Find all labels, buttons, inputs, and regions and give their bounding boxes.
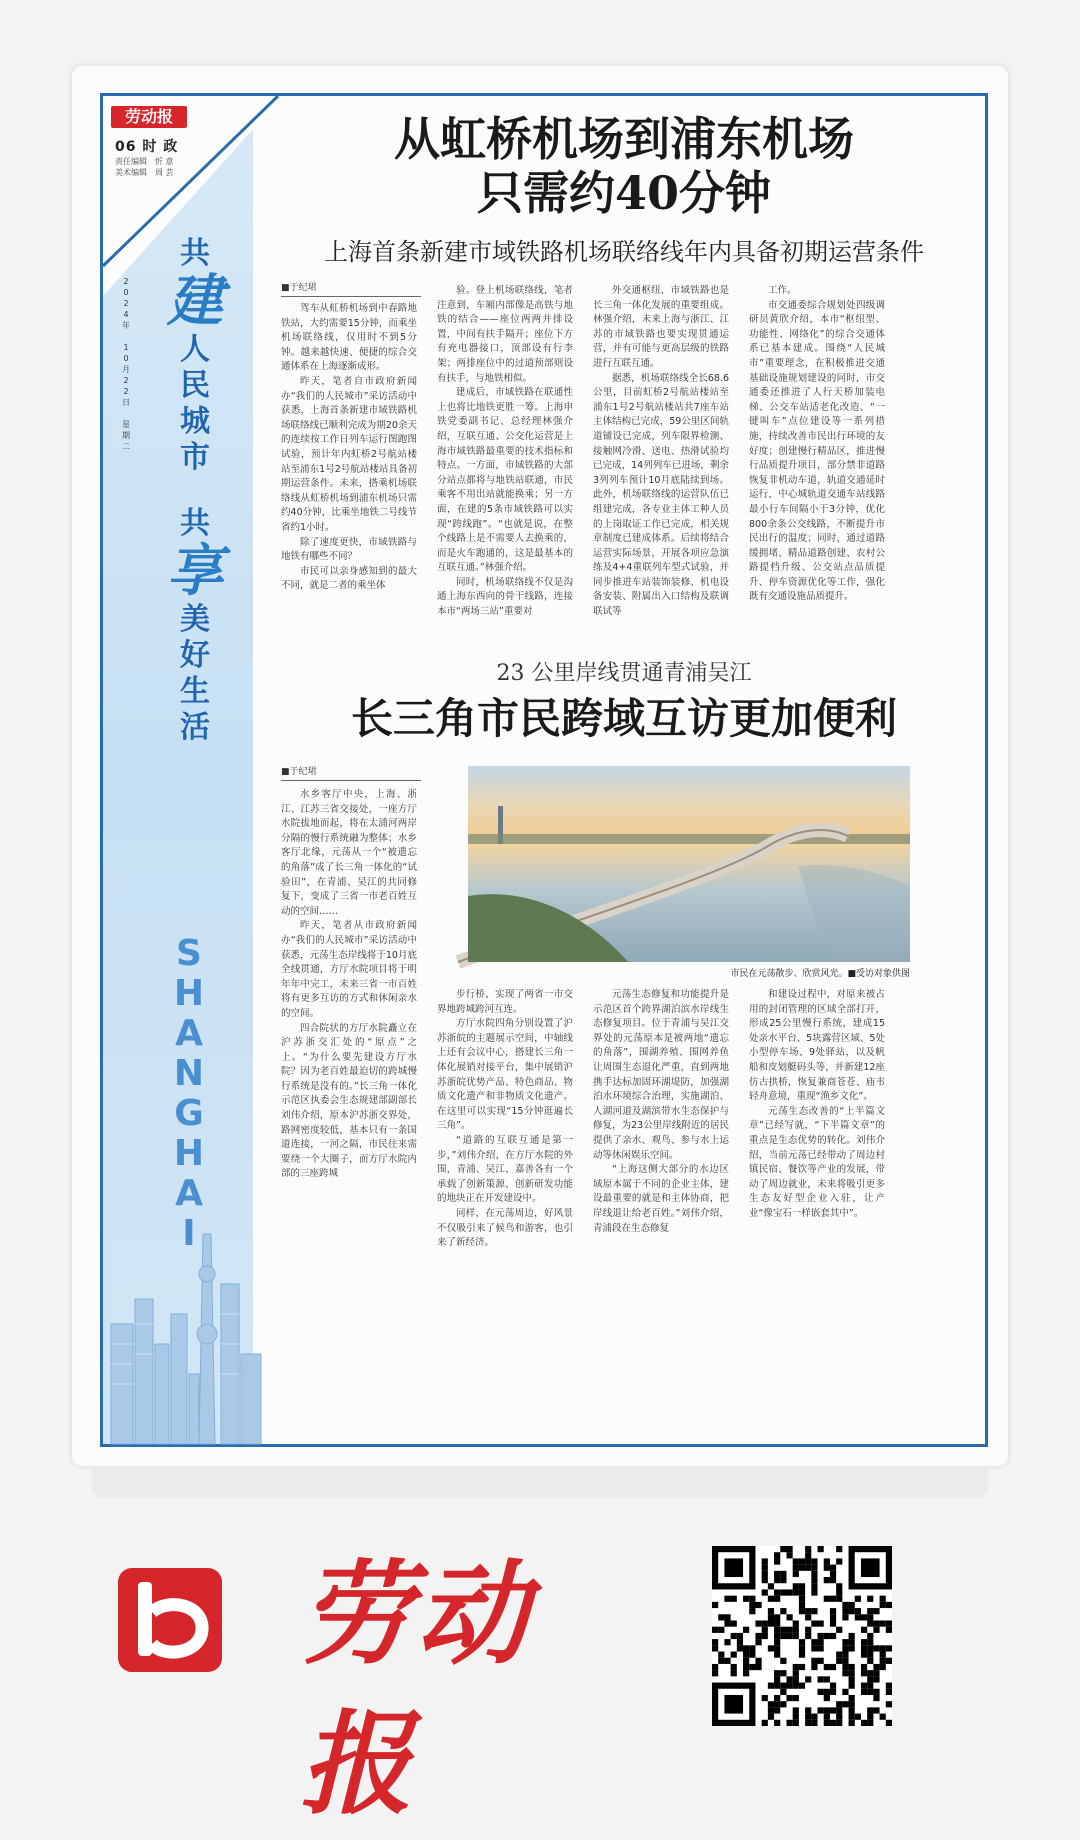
date-char: 2 [123,277,129,286]
photo-caption: 市民在元荡散步、欣赏风光。■受访对象供图 [730,969,910,979]
slogan-big-char: 享 [167,539,223,604]
paragraph: 水乡客厅中央，上海、浙江、江苏三省交接处，一座方厅水院拔地而起，将在太浦河两岸分隔的慢行系统融为整体；水乡客厅北缘，元荡从一个“被遗忘的角落”成了长三角一体化的“试验田”，在青浦、吴江的共同修复下，变成了三省一市老百姓互动的空间…… [281,789,417,917]
article2-column [281,788,417,1238]
qr-code[interactable] [712,1546,892,1726]
paragraph: 昨天，笔者自市政府新闻办“我们的人民城市”采访活动中获悉，上海首条新建市域铁路机场联络线已顺利完成为期20余天的连续按工作日列车运行图跑图试验，预计年内虹桥2号航站楼站至浦东1号2号航站楼站具备初期运营条件。未来，搭乘机场联络线从虹桥机场到浦东机场只需约40分钟，比乘坐地铁二号线节省约1小时。 [281,375,417,533]
date-char: 1 [123,343,129,352]
paragraph: 元荡生态修复和功能提升是示范区首个跨界湖泊滨水岸线生态修复项目。位于青浦与吴江交界处的元荡原本是被两地“遗忘的角落”，围湖养殖、围网养鱼让周围生态退化严重，直到两地携手达标加固环湖堤防，加强湖泊水环境综合治理，实施湖泊、人湖河道及湖滨带水生态保护与修复，为23公里岸线附近的居民提供了亲水、观鸟、参与水上运动等休闲娱乐空间。 [593,989,729,1161]
byline-rule [281,296,421,297]
paragraph: 建成后，市域铁路在联通性上也将比地铁更胜一筹。上海申铁党委副书记、总经理林强介绍，互联互通、公交化运营是上海市域铁路最重要的技术指标和特点。一方面，市域铁路的大部分站点都将与地铁站联通，市民乘客不用出站就能换乘；另一方面，在建的5条市域铁路可以实现“跨线跑”。“也就是说，在整个线路上是不需要人去换乘的，而是火车跑通的，这是最基本的互联互通。”林强介绍。 [437,387,573,574]
slogan-char: 市 [180,440,210,475]
shanghai-letter: G [174,1093,204,1134]
slogan-char: 城 [180,404,210,439]
slogan-big-char: 建 [167,269,223,334]
slogan [155,236,235,746]
main-content [263,96,985,1444]
slogan-char: 生 [180,674,210,709]
paragraph: 方厅水院四角分别设置了沪苏浙皖的主题展示空间，中轴线上还有会议中心，搭建长三角一体化展销对接平台，集中展销沪苏浙皖优势产品、特色商品、物质文化遗产和非物质文化遗产。在这里可以实现“15分钟逛遍长三角”。 [437,1018,573,1132]
article2-deck: 23 公里岸线贯通青浦吴江 [496,661,752,686]
paragraph: 同样，在元荡周边，好风景不仅吸引来了候鸟和游客，也引来了新经济。 [437,1207,573,1249]
section-title: 06 时 政 [115,139,179,155]
slogan-char: 共 [180,506,210,541]
date-char: 二 [122,442,130,451]
slogan-char: 民 [180,368,210,403]
paragraph: “道路的互联互通是第一步，”刘伟介绍，在方厅水院的外围，青浦、吴江、嘉善各有一个承载了创新策源、创新研发功能的地块正在开发建设中。 [437,1134,573,1205]
paragraph: 驾车从虹桥机场到中春路地铁站，大约需要15分钟，而乘坐机场联络线，仅用时不到5分钟。越来越快速、便捷的综合交通体系在上海逐渐成形。 [281,303,417,373]
art-editor-credit: 美术编辑 周 芸 [115,168,174,177]
newspaper-page [100,93,988,1447]
paragraph: 除了速度更快，市域铁路与地铁有哪些不同？ [281,536,417,563]
laodongbao-brand-text: 劳动报 [300,1549,532,1830]
shanghai-letter: I [182,1213,196,1254]
date-char: 月 [122,365,130,374]
paragraph: 四合院状的方厅水院矗立在沪苏浙交汇处的“原点”之上。“为什么要先建设方厅水院？因为老百姓最迫切的跨城慢行系统是没有的。”长三角一体化示范区执委会生态规建部副部长刘伟介绍，原本沪苏浙交界处，路网密度较低，基本只有一条国道连接，一河之隔，市民往来需要绕一个大圈子，而方厅水院内部的三座跨城 [281,1022,417,1180]
shanghai-letter: S [176,933,202,974]
issue-date [119,276,133,452]
masthead-logo: 劳动报 [111,106,187,128]
article1-column [281,302,417,642]
article2-byline: ■于纪珺 [281,767,317,777]
article1-byline: ■于纪珺 [281,283,317,293]
article1-deck: 上海首条新建市域铁路机场联络线年内具备初期运营条件 [324,238,924,266]
slogan-char: 人 [180,332,210,367]
city-skyline-illustration [103,1204,263,1444]
shanghai-letter: H [173,973,205,1014]
shanghai-letter: A [175,1173,203,1214]
lake-boardwalk-photo [468,766,910,962]
article2-column [749,988,885,1238]
slogan-char: 好 [180,638,210,673]
shanghai-letter: A [175,1013,203,1054]
shanghai-letter: N [173,1053,205,1094]
paragraph: 步行桥，实现了两省一市交界地跨城跨河互连。 [437,989,573,1015]
paragraph: “上海这侧大部分的水边区域原本属于不同的企业主体，建设最重要的就是和主体协商，把岸线退让给老百姓。”刘伟介绍，青浦段在生态修复 [593,1164,729,1234]
article1-column [593,284,729,642]
date-char: 日 [122,398,130,407]
byline-rule [281,780,421,781]
article2-column [437,988,573,1249]
paragraph: 市民可以亲身感知到的最大不同，就是二者的乘坐体 [281,565,417,592]
paragraph: 昨天，笔者从市政府新闻办“我们的人民城市”采访活动中获悉，元荡生态岸线将于10月底全线贯通，方厅水院项目将于明年年中完工，未来三省一市百姓将有更多互访的方式和休闲亲水的空间。 [281,920,417,1019]
editor-credit: 责任编辑 忻 意 [115,157,174,166]
date-char: 2 [123,299,129,308]
paragraph: 和建设过程中，对原来被占用的封闭管理的区域全部打开，形成25公里慢行系统，建成15处亲水平台、5块露营区域、5处小型停车场、9处驿站，以及帆船和皮划艇码头等，并新建12座仿古拱桥，恢复兼商苍苍、庙韦轻舟意境，重现“渔乡文化”。 [749,989,885,1103]
date-char [119,408,133,419]
paragraph: 市交通委综合规划处四级调研员黄欣介绍，本市“枢纽型、功能性、网络化”的综合交通体系已基本建成。围绕“人民城市”重要理念，在积极推进交通基础设施规划建设的同时，市交通委还推进了人行天桥加装电梯、公交车站适老化改造、“一键叫车”点位建设等一系列措施，持续改善市民出行环境的友好度；创建慢行精品区，推进慢行品质提升项目，部分禁非道路恢复非机动车道，轨道交通延时运行，中心城轨道交通车站线路最小行车间隔小于3分钟，优化800余条公交线路，不断提升市民出行的温度；同时，通过道路缓拥堵、精品道路创建、农村公路提档升级、公交站点品质提升、停车资源优化等工作，强化既有交通设施品质提升。 [749,299,885,603]
slogan-char: 共 [180,236,210,271]
paragraph: 外交通枢纽，市域铁路也是长三角一体化发展的重要组成。林强介绍，未来上海与浙江、江苏的市域铁路也要实现贯通运营，并有可能与更高层级的铁路进行互联互通。 [593,285,729,369]
slogan-char: 美 [180,602,210,637]
date-char: 年 [122,321,130,330]
date-char: 2 [123,387,129,396]
article2-headline: 长三角市民跨域互访更加便利 [350,694,897,743]
laodongbao-logo-icon [118,1568,222,1672]
sheet-shadow [92,1468,988,1498]
date-char: 期 [122,431,130,440]
headline-line: 从虹桥机场到浦东机场 [394,112,854,166]
date-char: 星 [122,420,130,429]
paragraph: 同时，机场联络线不仅是沟通上海东西向的骨干线路，连接本市“两场三站”重要对 [437,576,573,618]
date-char [119,331,133,342]
left-sidebar [103,96,263,1444]
paragraph: 元荡生态改善的“上半篇文章”已经写就，“下半篇文章”的重点是生态优势的转化。刘伟介绍，当前元荡已经带动了周边村镇民宿、餐饮等产业的发展，带动了周边就业，未来将吸引更多生态友好型企业入驻，让产业“像宝石一样嵌套其中”。 [749,1105,885,1219]
paragraph: 验。登上机场联络线，笔者注意到，车厢内部像是高铁与地铁的结合——座位两两并排设置，中间有扶手隔开；座位下方有充电器接口，顶部设有行李架；两排座位中的过道预部则设有扶手，与地铁相似。 [437,285,573,384]
paragraph: 工作。 [768,285,797,296]
date-char: 4 [123,310,129,319]
article1-headline [263,112,985,220]
headline-line: 只需约40分钟 [476,166,771,220]
date-char: 0 [123,288,129,297]
date-char: 2 [123,376,129,385]
slogan-char: 活 [180,710,210,745]
date-char: 0 [123,354,129,363]
article1-column [437,284,573,642]
article1-column [749,284,885,642]
paragraph: 据悉，机场联络线全长68.6公里，目前虹桥2号航站楼站至浦东1号2号航站楼站共7座车站主体结构已完成，59公里区间轨道铺设已完成，列车限界检测、接触网冷滑、送电、热滑试验均已完成，14列列车已进场，剩余3列列车预计10月底陆续到场。此外，机场联络线的运营队伍已组建完成，各专业主体工种人员的上岗取证工作已完成，相关规章制度已建成体系。后续将结合运营实际场景，开展各项应急演练及4+4重联列车型式试验，并同步推进车站装饰装修、机电设备安装、附属出入口结构及联调联试等 [593,372,729,618]
shanghai-letter: H [173,1133,205,1174]
article2-column [593,988,729,1238]
